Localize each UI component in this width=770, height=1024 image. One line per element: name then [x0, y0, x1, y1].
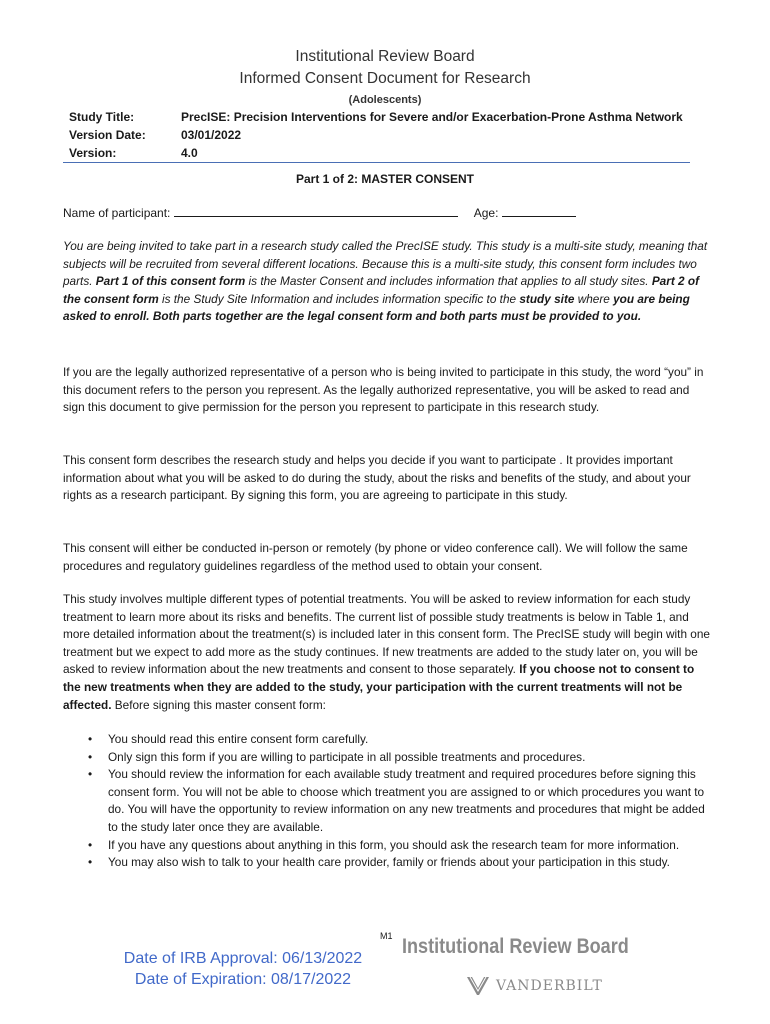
list-item: • You should review the information for each available study treatment and required procedures before signing this consent form. You will not be able to choose which treatment you are assigned to or which procedures you want to do. You will have the opportunity to review information on any new treatments and procedures that might be added to the study later once they are available.: [88, 766, 710, 836]
header-audience: (Adolescents): [348, 94, 422, 106]
version-row: [69, 144, 683, 162]
intro-bold-study-site: study site: [519, 291, 575, 306]
list-item: • You should read this entire consent form carefully.: [88, 731, 710, 749]
header-divider: [63, 162, 690, 163]
vanderbilt-wordmark: VANDERBILT: [496, 978, 603, 994]
version-date-value: 03/01/2022: [181, 128, 242, 142]
intro-text-2: is the Master Consent and includes information that applies to all study sites.: [245, 274, 652, 289]
list-item: • If you have any questions about anything in this form, you should ask the research team for more information.: [88, 837, 710, 855]
vanderbilt-logo: [466, 975, 603, 997]
study-title-label: Study Title:: [69, 110, 135, 124]
treatments-bold: If you choose not to consent to the new treatments when they are added to the study, your participation with the current treatments will not be affected.: [63, 662, 695, 712]
treatments-text: This study involves multiple different types of potential treatments. You will be asked to review information for each study treatment to learn more about its risks and benefits. The current list of possible study treatments is below in Table 1, and more detailed information about the treatment(s) is included later in this consent form. The PrecISE study will begin with one treatment but we expect to add more as the study continues. If new treatments are added to the study later on, you will be asked to review information about the new treatments and consent to those separately.: [63, 592, 710, 677]
intro-text-3: is the Study Site Information and includes information specific to the: [158, 291, 520, 306]
intro-bold-part2: Part 2 of the consent form: [63, 274, 700, 306]
irb-logo: Institutional Review Board: [402, 935, 629, 958]
irb-approval-stamp: [103, 948, 383, 990]
instructions-list: [88, 731, 710, 872]
irb-approval-date: Date of IRB Approval: 06/13/2022: [123, 950, 363, 967]
paragraph-remote-consent: This consent will either be conducted in-person or remotely (by phone or video conference call). We will follow the same procedures and regulatory guidelines regardless of the method used to obtain your consent.: [63, 541, 688, 573]
version-date-label: Version Date:: [69, 128, 146, 142]
participant-line: [63, 205, 576, 220]
intro-bold-part1: Part 1 of this consent form: [95, 274, 246, 289]
part-title: Part 1 of 2: MASTER CONSENT: [295, 172, 475, 186]
study-title-value: PrecISE: Precision Interventions for Severe and/or Exacerbation-Prone Asthma Network: [181, 110, 683, 124]
study-title-row: [69, 108, 683, 126]
intro-text-1: You are being invited to take part in a research study called the PrecISE study. This study is a multi-site study, meaning that subjects will be recruited from several different locations. Because this is a multi-site study, this consent form includes two parts.: [63, 239, 708, 289]
version-label: Version:: [69, 146, 117, 160]
participant-name-field[interactable]: [174, 205, 458, 217]
version-value: 4.0: [181, 146, 198, 160]
paragraph-treatments: [63, 591, 711, 714]
header-document-title: Informed Consent Document for Research: [239, 70, 531, 87]
irb-expiration-date: Date of Expiration: 08/17/2022: [134, 971, 352, 988]
participant-age-label: Age:: [473, 206, 499, 220]
list-item: • Only sign this form if you are willing to participate in all possible treatments and procedures.: [88, 749, 710, 767]
intro-bold-legal: you are being asked to enroll. Both parts together are the legal consent form and both parts must be provided to you.: [63, 291, 690, 324]
paragraph-description: This consent form describes the research study and helps you decide if you want to participate . It provides important information about what you will be asked to do during the study, about the risks and benefits of the study, and about your rights as a research participant. By signing this form, you are agreeing to participate in this study.: [63, 453, 691, 503]
version-date-row: [69, 126, 683, 144]
vanderbilt-v-icon: [466, 975, 490, 997]
treatments-text-end: Before signing this master consent form:: [111, 697, 326, 712]
study-info-block: [69, 108, 683, 162]
paragraph-representative: If you are the legally authorized representative of a person who is being invited to participate in this study, the word “you” in this document refers to the person you represent. As the legally authorized representative, you will be asked to read and sign this document to give permission for the person you represent to participate in this research study.: [63, 365, 704, 415]
page-marker: M1: [380, 931, 393, 941]
header-board-title: Institutional Review Board: [295, 48, 475, 65]
participant-age-field[interactable]: [502, 205, 576, 217]
list-item: • You may also wish to talk to your health care provider, family or friends about your participation in this study.: [88, 854, 710, 872]
intro-text-4: where: [574, 291, 614, 306]
intro-paragraph: [63, 238, 711, 326]
participant-name-label: Name of participant:: [63, 206, 171, 220]
